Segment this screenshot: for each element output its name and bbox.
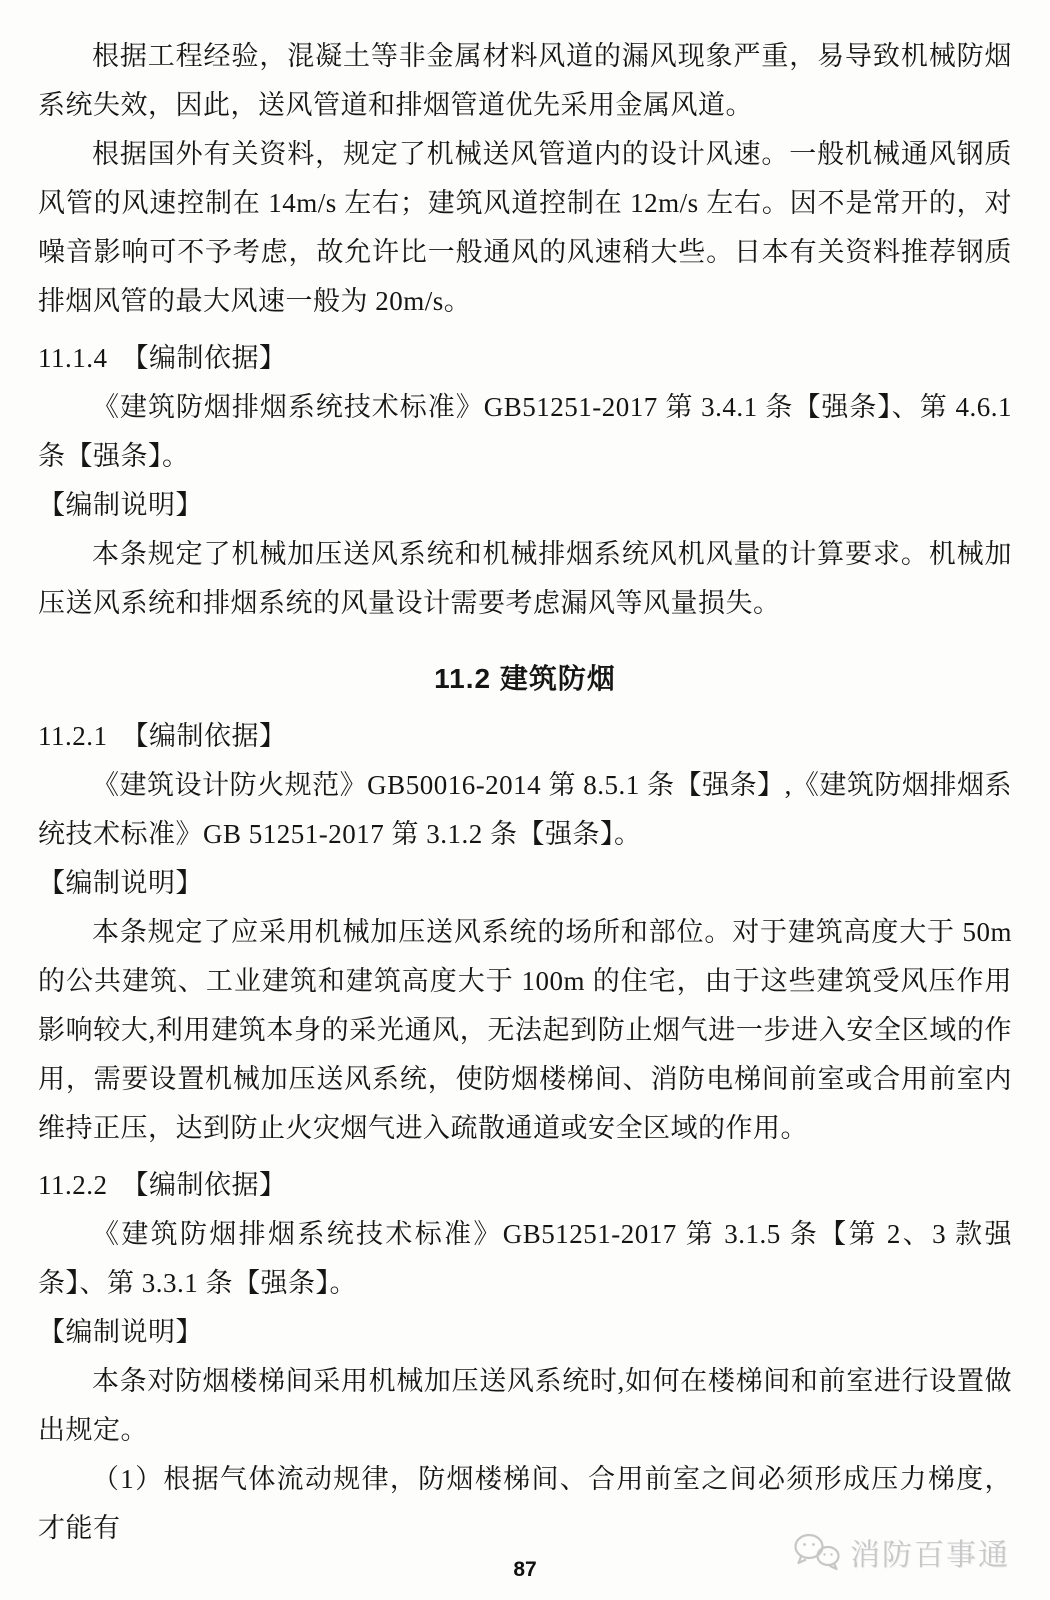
page-number: 87 (513, 1558, 537, 1581)
clause-heading: 11.2.2 【编制依据】 (38, 1170, 287, 1200)
paragraph: 根据工程经验，混凝土等非金属材料风道的漏风现象严重，易导致机械防烟系统失效，因此，送风管道和排烟管道优先采用金属风道。 (38, 41, 1012, 120)
paragraph: （1）根据气体流动规律，防烟楼梯间、合用前室之间必须形成压力梯度，才能有 (38, 1464, 1012, 1543)
label-heading: 【编制说明】 (38, 490, 203, 520)
clause-heading: 11.2.1 【编制依据】 (38, 721, 287, 751)
section-heading: 11.2 建筑防烟 (434, 663, 616, 694)
paragraph: 《建筑设计防火规范》GB50016-2014 第 8.5.1 条【强条】,《建筑防烟排烟系统技术标准》GB 51251-2017 第 3.1.2 条【强条】。 (38, 770, 1012, 849)
paragraph: 《建筑防烟排烟系统技术标准》GB51251-2017 第 3.1.5 条【第 2、3 款强条】、第 3.3.1 条【强条】。 (38, 1219, 1012, 1298)
paragraph: 根据国外有关资料，规定了机械送风管道内的设计风速。一般机械通风钢质风管的风速控制在 14m/s 左右；建筑风道控制在 12m/s 左右。因不是常开的，对噪音影响可不予考虑，故允许比一般通风的风速稍大些。日本有关资料推荐钢质排烟风管的最大风速一般为 20m/s。 (38, 139, 1012, 316)
paragraph: 本条规定了应采用机械加压送风系统的场所和部位。对于建筑高度大于 50m 的公共建筑、工业建筑和建筑高度大于 100m 的住宅，由于这些建筑受风压作用影响较大,利用建筑本身的采光通风，无法起到防止烟气进一步进入安全区域的作用，需要设置机械加压送风系统，使防烟楼梯间、消防电梯间前室或合用前室内维持正压，达到防止火灾烟气进入疏散通道或安全区域的作用。 (38, 917, 1012, 1143)
document-content (38, 32, 1012, 1553)
watermark-label: 消防百事通 (850, 1539, 1010, 1572)
paragraph: 本条规定了机械加压送风系统和机械排烟系统风机风量的计算要求。机械加压送风系统和排烟系统的风量设计需要考虑漏风等风量损失。 (38, 539, 1012, 618)
label-heading: 【编制说明】 (38, 868, 203, 898)
label-heading: 【编制说明】 (38, 1317, 203, 1347)
clause-heading: 11.1.4 【编制依据】 (38, 343, 287, 373)
paragraph: 本条对防烟楼梯间采用机械加压送风系统时,如何在楼梯间和前室进行设置做出规定。 (38, 1366, 1012, 1445)
paragraph: 《建筑防烟排烟系统技术标准》GB51251-2017 第 3.4.1 条【强条】、第 4.6.1 条【强条】。 (38, 392, 1012, 471)
